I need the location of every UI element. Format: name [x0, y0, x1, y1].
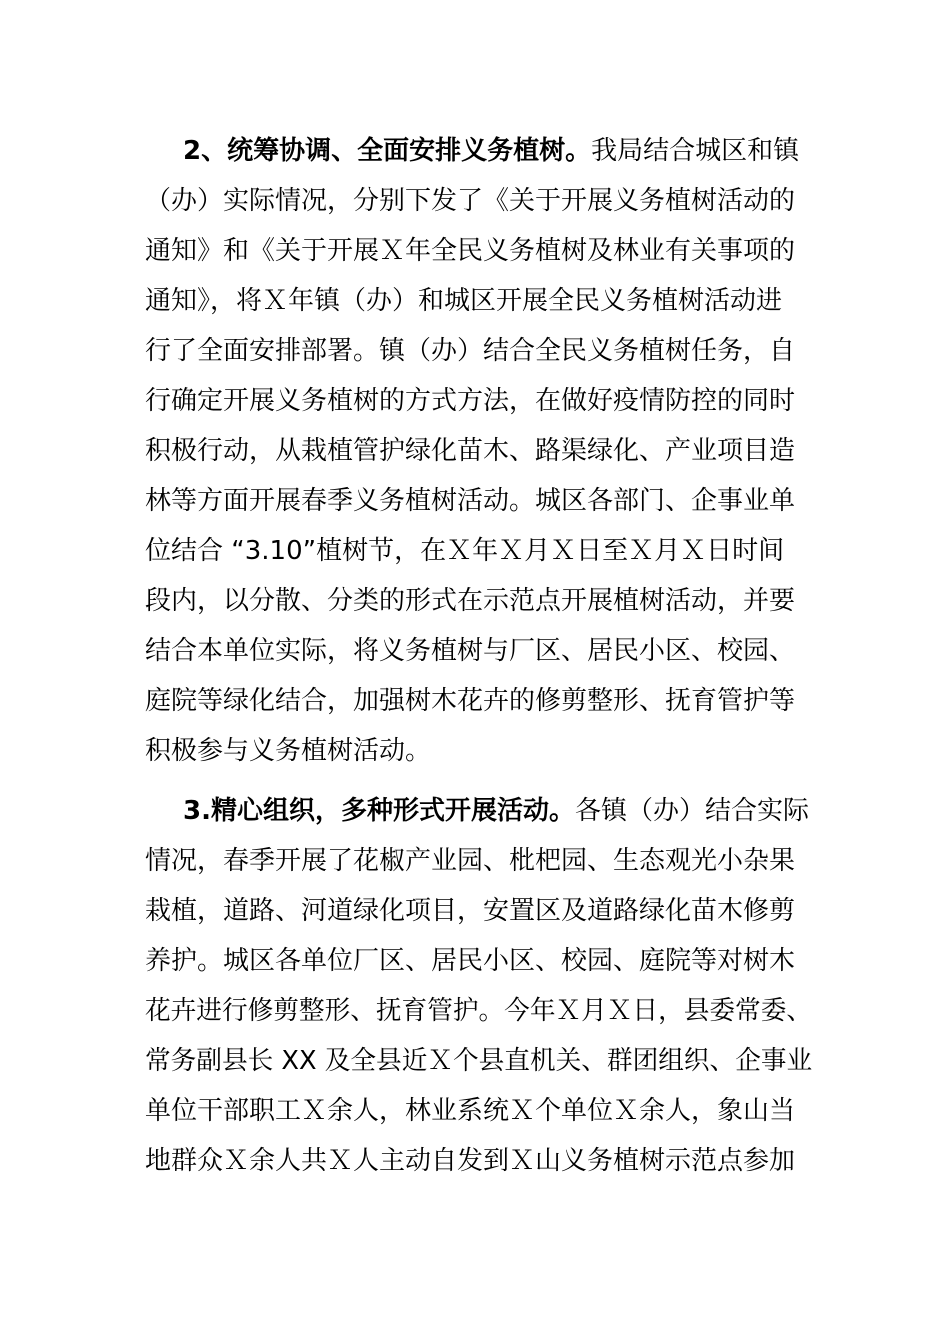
- paragraph-2-heading: 2、统筹协调、全面安排义务植树。: [183, 136, 592, 166]
- paragraph-3-text: 各镇（办）结合实际: [574, 796, 809, 826]
- paragraph-3-line-4: 养护。城区各单位厂区、居民小区、校园、庭院等对树木: [145, 946, 796, 976]
- paragraph-2-line-10: 段内，以分散、分类的形式在示范点开展植树活动，并要: [145, 586, 796, 616]
- paragraph-2-line-6: 行确定开展义务植树的方式方法，在做好疫情防控的同时: [145, 386, 796, 416]
- paragraph-2-line-8: 林等方面开展春季义务植树活动。城区各部门、企事业单: [145, 486, 796, 516]
- paragraph-2-line-4: 通知》，将Ｘ年镇（办）和城区开展全民义务植树活动进: [145, 286, 783, 316]
- paragraph-2-line-12: 庭院等绿化结合，加强树木花卉的修剪整形、抚育管护等: [145, 686, 796, 716]
- paragraph-3-line-5: 花卉进行修剪整形、抚育管护。今年Ｘ月Ｘ日，县委常委、: [145, 996, 813, 1026]
- paragraph-3-line-7: 单位干部职工Ｘ余人，林业系统Ｘ个单位Ｘ余人，象山当: [145, 1096, 796, 1126]
- paragraph-2-line-2: （办）实际情况，分别下发了《关于开展义务植树活动的: [145, 186, 796, 216]
- paragraph-2-text: 我局结合城区和镇: [591, 136, 800, 166]
- paragraph-2-line-9: 位结合 “3.10”植树节，在Ｘ年Ｘ月Ｘ日至Ｘ月Ｘ日时间: [145, 536, 785, 566]
- paragraph-3-line-8: 地群众Ｘ余人共Ｘ人主动自发到Ｘ山义务植树示范点参加: [145, 1146, 796, 1176]
- paragraph-2-line-11: 结合本单位实际，将义务植树与厂区、居民小区、校园、: [145, 636, 796, 666]
- paragraph-2-line-7: 积极行动，从栽植管护绿化苗木、路渠绿化、产业项目造: [145, 436, 796, 466]
- paragraph-3-line-6: 常务副县长 XX 及全县近Ｘ个县直机关、群团组织、企事业: [145, 1046, 813, 1076]
- paragraph-3-line-1: [183, 796, 809, 826]
- paragraph-2-line-1: [183, 136, 799, 166]
- paragraph-3-line-3: 栽植，道路、河道绿化项目，安置区及道路绿化苗木修剪: [145, 896, 796, 926]
- paragraph-2-line-5: 行了全面安排部署。镇（办）结合全民义务植树任务，自: [145, 336, 796, 366]
- paragraph-3-heading: 3.精心组织，多种形式开展活动。: [183, 796, 575, 826]
- paragraph-3-line-2: 情况，春季开展了花椒产业园、枇杷园、生态观光小杂果: [145, 846, 796, 876]
- paragraph-2-line-13: 积极参与义务植树活动。: [145, 736, 432, 766]
- paragraph-2-line-3: 通知》和《关于开展Ｘ年全民义务植树及林业有关事项的: [145, 236, 796, 266]
